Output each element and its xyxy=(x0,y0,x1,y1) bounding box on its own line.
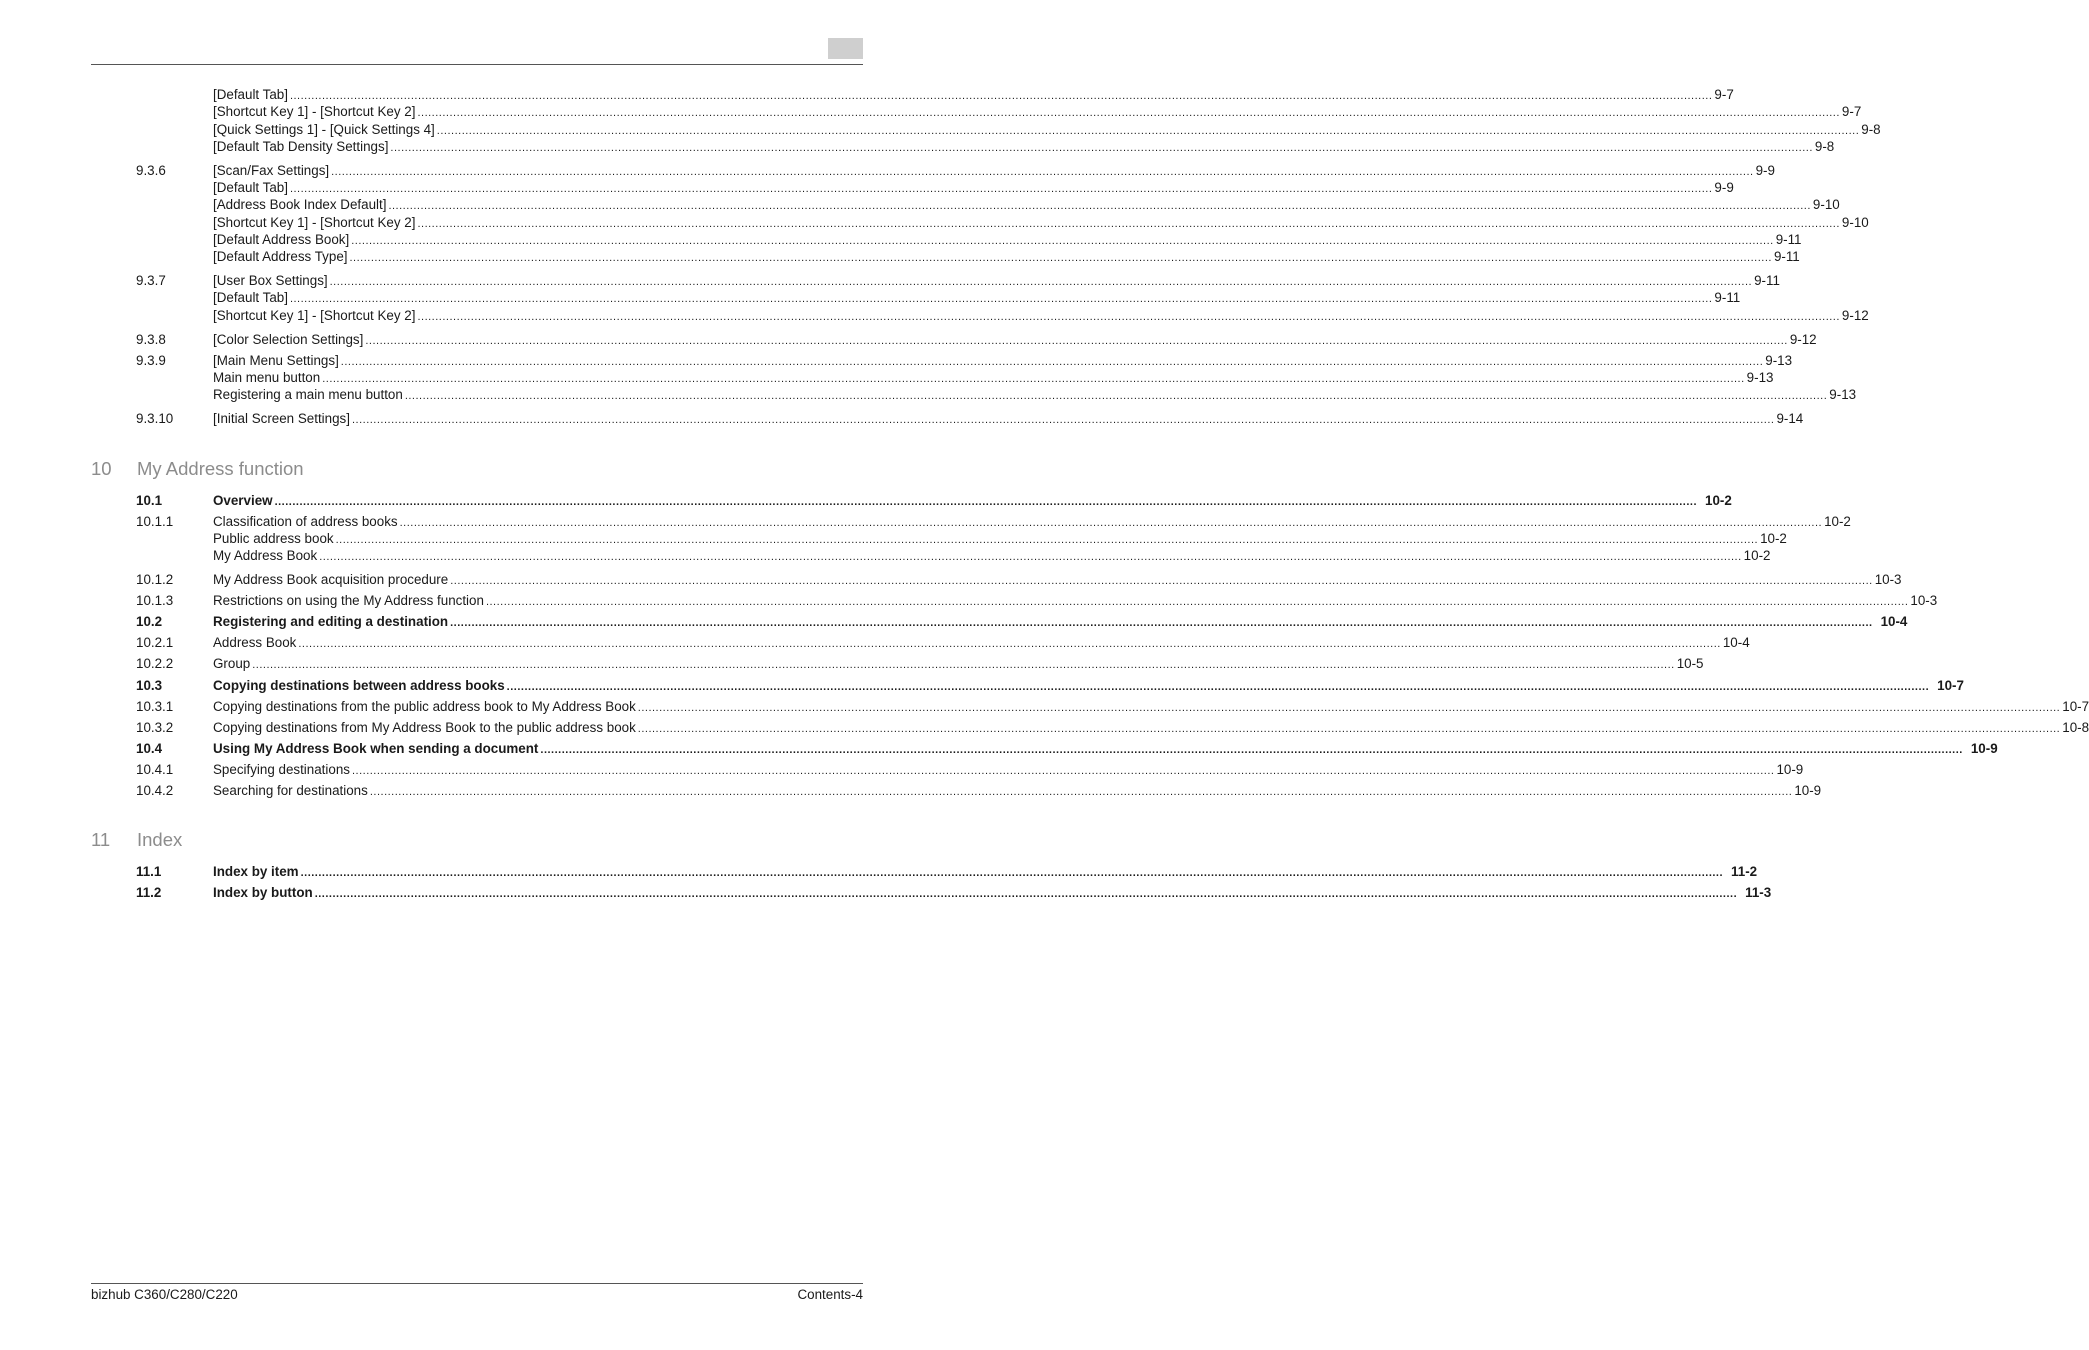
toc-entry-number: 10.2.2 xyxy=(136,656,174,672)
toc-entry-leader xyxy=(213,592,1938,611)
toc-entry-page[interactable]: 10-7 xyxy=(1937,677,1964,693)
dot-leader: ................................................................................................................................................................................................................................................................................................................................................................................................................ xyxy=(252,659,1675,672)
toc-entry[interactable] xyxy=(91,352,1793,369)
dot-leader: ................................................................................................................................................................................................................................................................................................................................................................................................................ xyxy=(289,183,1713,196)
toc-entry-leader xyxy=(213,138,1835,157)
toc-entry-title[interactable]: [Default Tab] xyxy=(213,87,288,102)
toc-entry-title[interactable]: Specifying destinations xyxy=(213,761,350,777)
toc-entry-leader xyxy=(213,761,1804,780)
chapter-number: 11 xyxy=(91,829,111,851)
dot-leader: ................................................................................................................................................................................................................................................................................................................................................................................................................ xyxy=(436,124,1860,137)
dot-leader: ................................................................................................................................................................................................................................................................................................................................................................................................................ xyxy=(450,575,1873,588)
toc-entry-number: 10.1 xyxy=(136,492,163,508)
toc-entry-number: 10.4.2 xyxy=(136,783,174,799)
toc-entry-title[interactable]: [Default Tab Density Settings] xyxy=(213,138,389,154)
toc-entry-title[interactable]: Using My Address Book when sending a document xyxy=(213,740,539,756)
dot-leader: ................................................................................................................................................................................................................................................................................................................................................................................................................ xyxy=(340,355,1764,368)
toc-entry-page[interactable]: 9-13 xyxy=(1746,370,1774,386)
toc-entry-page[interactable]: 9-9 xyxy=(1714,180,1734,196)
toc-entry-title[interactable]: Copying destinations between address books xyxy=(213,677,505,693)
toc-entry-page[interactable]: 9-11 xyxy=(1754,273,1780,289)
toc-entry[interactable] xyxy=(91,179,1734,196)
toc-entry[interactable] xyxy=(91,719,2089,736)
toc-entry[interactable] xyxy=(91,272,1780,289)
toc-entry-title[interactable]: [Main Menu Settings] xyxy=(213,352,339,368)
toc-section-entry[interactable] xyxy=(91,613,1908,630)
toc-entry-title[interactable]: Restrictions on using the My Address function xyxy=(213,593,484,609)
dot-leader: ................................................................................................................................................................................................................................................................................................................................................................................................................ xyxy=(335,533,1759,546)
toc-entry-leader xyxy=(213,547,1771,566)
toc-entry[interactable] xyxy=(91,634,1750,651)
toc-entry-leader xyxy=(213,740,1998,759)
toc-entry[interactable] xyxy=(91,592,1938,609)
toc-entry-page[interactable]: 10-2 xyxy=(1743,548,1771,564)
toc-entry[interactable] xyxy=(91,307,1869,324)
dot-leader: ................................................................................................................................................................................................................................................................................................................................................................................................................ xyxy=(540,743,1963,756)
toc-entry-number: 10.4 xyxy=(136,740,163,756)
footer-page-number: Contents-4 xyxy=(797,1287,863,1302)
toc-entry[interactable] xyxy=(91,214,1869,231)
toc-entry-leader xyxy=(213,386,1857,405)
dot-leader: ................................................................................................................................................................................................................................................................................................................................................................................................................ xyxy=(399,516,1823,529)
toc-entry[interactable] xyxy=(91,655,1704,672)
toc-entry-page[interactable]: 10-2 xyxy=(1760,530,1787,546)
dot-leader: ................................................................................................................................................................................................................................................................................................................................................................................................................ xyxy=(351,764,1775,777)
toc-entry-title[interactable]: My Address Book xyxy=(213,548,318,564)
toc-entry-title[interactable]: [Default Address Book] xyxy=(213,231,350,247)
toc-entry[interactable] xyxy=(91,386,1857,403)
toc-entry-page[interactable]: 9-14 xyxy=(1776,411,1804,427)
toc-entry[interactable] xyxy=(91,121,1881,138)
dot-leader: ................................................................................................................................................................................................................................................................................................................................................................................................................ xyxy=(319,551,1742,564)
toc-entry-title[interactable]: Copying destinations from My Address Book to the public address book xyxy=(213,719,636,735)
toc-entry-number: 9.3.6 xyxy=(136,162,166,178)
toc-entry-leader xyxy=(213,248,1800,267)
toc-entry[interactable] xyxy=(91,761,1804,778)
toc-entry-leader xyxy=(213,492,1732,511)
chapter-heading xyxy=(91,448,863,488)
dot-leader: ................................................................................................................................................................................................................................................................................................................................................................................................................ xyxy=(390,141,1813,154)
toc-entry-page[interactable]: 9-12 xyxy=(1841,307,1869,323)
toc-entry-title[interactable]: Registering a main menu button xyxy=(213,387,403,403)
toc-entry-page[interactable]: 9-11 xyxy=(1775,231,1802,247)
toc-entry[interactable] xyxy=(91,103,1862,120)
toc-entry-leader xyxy=(213,655,1704,674)
toc-entry-title[interactable]: Copying destinations from the public address book to My Address Book xyxy=(213,698,636,714)
toc-entry-number: 9.3.7 xyxy=(136,273,166,289)
chapter-number: 10 xyxy=(91,457,112,479)
toc-entry-page[interactable]: 9-13 xyxy=(1829,387,1857,403)
toc-entry-page[interactable]: 9-12 xyxy=(1789,331,1817,347)
toc-entry-title[interactable]: [Shortcut Key 1] - [Shortcut Key 2] xyxy=(213,307,416,323)
dot-leader: ................................................................................................................................................................................................................................................................................................................................................................................................................ xyxy=(314,888,1738,901)
toc-entry-leader xyxy=(213,863,1758,882)
dot-leader: ................................................................................................................................................................................................................................................................................................................................................................................................................ xyxy=(404,390,1828,403)
toc-entry-page[interactable]: 9-11 xyxy=(1773,249,1800,265)
toc-entry-page[interactable]: 11-3 xyxy=(1745,885,1772,901)
dot-leader: ................................................................................................................................................................................................................................................................................................................................................................................................................ xyxy=(349,252,1772,265)
chapter-title: My Address function xyxy=(137,457,304,479)
toc-entry-leader xyxy=(213,571,1902,590)
toc-entry-number: 9.3.8 xyxy=(136,331,166,347)
toc-entry-page[interactable]: 10-2 xyxy=(1824,513,1851,529)
toc-section-entry[interactable] xyxy=(91,740,1998,757)
chapter-title: Index xyxy=(137,829,183,851)
toc-entry-title[interactable]: [Shortcut Key 1] - [Shortcut Key 2] xyxy=(213,104,416,120)
toc-entry-number: 10.1.2 xyxy=(136,572,174,588)
toc-entry-number: 11.1 xyxy=(136,864,162,880)
dot-leader: ................................................................................................................................................................................................................................................................................................................................................................................................................ xyxy=(417,107,1840,120)
dot-leader: ................................................................................................................................................................................................................................................................................................................................................................................................................ xyxy=(388,200,1811,213)
toc-entry-title[interactable]: Index by item xyxy=(213,864,299,880)
toc-entry-number: 10.4.1 xyxy=(136,761,174,777)
toc-entry[interactable] xyxy=(91,248,1800,265)
toc-entry-number: 10.3.2 xyxy=(136,719,174,735)
toc-entry-leader xyxy=(213,307,1869,326)
toc-entry-page[interactable]: 9-8 xyxy=(1814,138,1835,154)
toc-entry-title[interactable]: [Color Selection Settings] xyxy=(213,331,364,347)
toc-entry-title[interactable]: Main menu button xyxy=(213,370,321,386)
dot-leader: ................................................................................................................................................................................................................................................................................................................................................................................................................ xyxy=(369,786,1793,799)
dot-leader: ................................................................................................................................................................................................................................................................................................................................................................................................................ xyxy=(417,217,1840,230)
toc-entry[interactable] xyxy=(91,86,1734,103)
footer-product-name: bizhub C360/C280/C220 xyxy=(91,1287,238,1302)
toc-entry-title[interactable]: [Scan/Fax Settings] xyxy=(213,162,330,178)
toc-entry[interactable] xyxy=(91,196,1840,213)
dot-leader: ................................................................................................................................................................................................................................................................................................................................................................................................................ xyxy=(637,722,2061,735)
toc-entry-page[interactable]: 10-9 xyxy=(1970,740,1998,756)
toc-entry[interactable] xyxy=(91,530,1787,547)
toc-entry-page[interactable]: 9-9 xyxy=(1755,162,1775,178)
toc-entry-number: 10.1.3 xyxy=(136,593,174,609)
toc-entry-leader xyxy=(213,410,1804,429)
toc-entry[interactable] xyxy=(91,162,1775,179)
dot-leader: ................................................................................................................................................................................................................................................................................................................................................................................................................ xyxy=(300,867,1724,880)
toc-entry-leader xyxy=(213,613,1908,632)
toc-entry-page[interactable]: 9-8 xyxy=(1861,121,1881,137)
footer-rule xyxy=(91,1283,863,1284)
dot-leader: ................................................................................................................................................................................................................................................................................................................................................................................................................ xyxy=(450,617,1873,630)
toc-entry-page[interactable]: 10-4 xyxy=(1880,614,1908,630)
toc-entry-number: 9.3.9 xyxy=(136,352,166,368)
toc-entry-page[interactable]: 11-2 xyxy=(1731,864,1758,880)
toc-entry[interactable] xyxy=(91,547,1771,564)
toc-entry-title[interactable]: [User Box Settings] xyxy=(213,273,328,289)
toc-entry-leader xyxy=(213,884,1772,903)
toc-entry[interactable] xyxy=(91,138,1835,155)
toc-entry-number: 10.2.1 xyxy=(136,635,174,651)
dot-leader: ................................................................................................................................................................................................................................................................................................................................................................................................................ xyxy=(506,680,1930,693)
header-rule xyxy=(91,64,863,65)
toc-entry-title[interactable]: [Default Address Type] xyxy=(213,249,348,265)
toc-entry-page[interactable]: 9-11 xyxy=(1714,290,1741,306)
toc-entry[interactable] xyxy=(91,369,1774,386)
toc-section-entry[interactable] xyxy=(91,884,1772,901)
toc-entry[interactable] xyxy=(91,289,1741,306)
toc-entry-page[interactable]: 10-7 xyxy=(2062,698,2089,714)
toc-entry-page[interactable]: 10-9 xyxy=(1794,783,1822,799)
dot-leader: ................................................................................................................................................................................................................................................................................................................................................................................................................ xyxy=(274,495,1698,508)
dot-leader: ................................................................................................................................................................................................................................................................................................................................................................................................................ xyxy=(351,234,1774,247)
table-of-contents xyxy=(91,86,2089,902)
toc-entry[interactable] xyxy=(91,698,2089,715)
toc-entry-leader xyxy=(213,331,1817,350)
dot-leader: ................................................................................................................................................................................................................................................................................................................................................................................................................ xyxy=(329,276,1753,289)
toc-entry[interactable] xyxy=(91,231,1802,248)
toc-entry[interactable] xyxy=(91,331,1817,348)
dot-leader: ................................................................................................................................................................................................................................................................................................................................................................................................................ xyxy=(417,310,1840,323)
toc-entry-page[interactable]: 10-3 xyxy=(1874,572,1902,588)
toc-entry-title[interactable]: [Shortcut Key 1] - [Shortcut Key 2] xyxy=(213,214,416,230)
toc-entry-page[interactable]: 10-2 xyxy=(1705,492,1732,508)
toc-entry-title[interactable]: [Address Book Index Default] xyxy=(213,197,387,213)
toc-entry-title[interactable]: Index by button xyxy=(213,885,313,901)
toc-entry-title[interactable]: [Default Tab] xyxy=(213,290,288,306)
toc-entry-leader xyxy=(213,677,1964,696)
dot-leader: ................................................................................................................................................................................................................................................................................................................................................................................................................ xyxy=(637,701,2061,714)
toc-entry-title[interactable]: My Address Book acquisition procedure xyxy=(213,572,449,588)
toc-entry-page[interactable]: 10-3 xyxy=(1910,593,1938,609)
dot-leader: ................................................................................................................................................................................................................................................................................................................................................................................................................ xyxy=(331,165,1754,178)
toc-entry-title[interactable]: Group xyxy=(213,656,251,672)
toc-entry-title[interactable]: Registering and editing a destination xyxy=(213,614,449,630)
toc-entry-number: 10.1.1 xyxy=(136,513,174,529)
toc-entry-title[interactable]: [Initial Screen Settings] xyxy=(213,411,350,427)
toc-entry-number: 11.2 xyxy=(136,885,162,901)
header-tab-marker xyxy=(828,38,863,59)
toc-entry-number: 9.3.10 xyxy=(136,411,174,427)
toc-entry-page[interactable]: 9-10 xyxy=(1812,197,1840,213)
dot-leader: ................................................................................................................................................................................................................................................................................................................................................................................................................ xyxy=(322,373,1745,386)
toc-entry-number: 10.3 xyxy=(136,677,163,693)
dot-leader: ................................................................................................................................................................................................................................................................................................................................................................................................................ xyxy=(298,638,1721,651)
toc-section-entry[interactable] xyxy=(91,677,1964,694)
chapter-heading xyxy=(91,819,863,859)
dot-leader: ................................................................................................................................................................................................................................................................................................................................................................................................................ xyxy=(289,293,1713,306)
dot-leader: ................................................................................................................................................................................................................................................................................................................................................................................................................ xyxy=(351,414,1775,427)
toc-entry-title[interactable]: Classification of address books xyxy=(213,513,398,529)
toc-entry-page[interactable]: 9-7 xyxy=(1841,104,1862,120)
toc-entry-leader xyxy=(213,719,2089,738)
toc-entry-leader xyxy=(213,634,1750,653)
toc-entry-title[interactable]: Public address book xyxy=(213,530,334,546)
toc-entry-page[interactable]: 9-10 xyxy=(1841,214,1869,230)
toc-entry[interactable] xyxy=(91,571,1902,588)
toc-entry-title[interactable]: [Quick Settings 1] - [Quick Settings 4] xyxy=(213,121,435,137)
toc-entry-title[interactable]: Address Book xyxy=(213,635,297,651)
toc-entry-page[interactable]: 9-7 xyxy=(1714,87,1734,102)
toc-entry-number: 10.2 xyxy=(136,614,163,630)
toc-entry-leader xyxy=(213,782,1822,801)
toc-entry[interactable] xyxy=(91,513,1851,530)
toc-entry-title[interactable]: Overview xyxy=(213,492,273,508)
toc-entry-page[interactable]: 10-4 xyxy=(1722,635,1750,651)
toc-section-entry[interactable] xyxy=(91,863,1758,880)
dot-leader: ................................................................................................................................................................................................................................................................................................................................................................................................................ xyxy=(289,90,1713,102)
toc-entry[interactable] xyxy=(91,782,1822,799)
toc-entry-page[interactable]: 10-8 xyxy=(2062,719,2089,735)
toc-entry-leader xyxy=(213,698,2089,717)
toc-entry-title[interactable]: [Default Tab] xyxy=(213,180,288,196)
toc-entry-page[interactable]: 10-9 xyxy=(1776,761,1804,777)
toc-entry[interactable] xyxy=(91,410,1804,427)
toc-entry-number: 10.3.1 xyxy=(136,698,174,714)
dot-leader: ................................................................................................................................................................................................................................................................................................................................................................................................................ xyxy=(485,596,1909,609)
toc-entry-page[interactable]: 9-13 xyxy=(1765,352,1793,368)
dot-leader: ................................................................................................................................................................................................................................................................................................................................................................................................................ xyxy=(365,334,1788,347)
toc-section-entry[interactable] xyxy=(91,492,1732,509)
toc-entry-page[interactable]: 10-5 xyxy=(1676,656,1704,672)
toc-entry-title[interactable]: Searching for destinations xyxy=(213,783,368,799)
